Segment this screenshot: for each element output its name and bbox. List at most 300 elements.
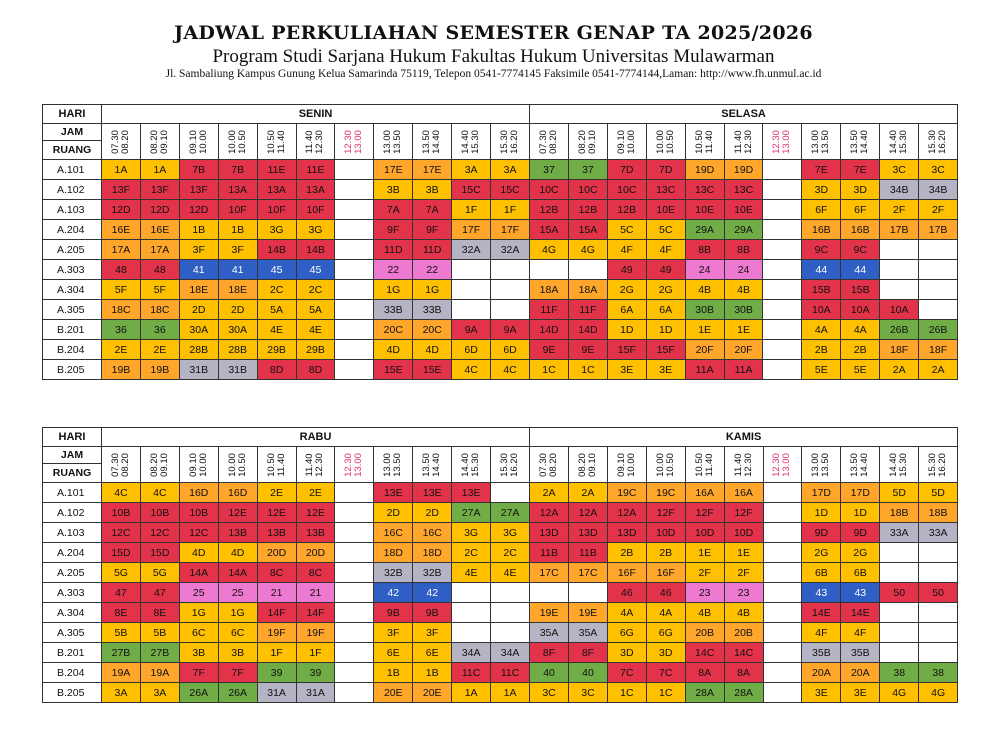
- class-cell: [763, 340, 802, 360]
- class-cell: 20F: [724, 340, 763, 360]
- class-cell: 11A: [724, 360, 763, 380]
- table-row: [43, 360, 958, 380]
- class-cell: 11B: [530, 543, 569, 563]
- time-end: 11.40: [703, 129, 715, 154]
- class-cell: [763, 643, 802, 663]
- time-start: 11.40: [732, 452, 744, 477]
- class-cell: 3G: [257, 220, 296, 240]
- time-start: 09.10: [615, 129, 627, 154]
- class-cell: 6C: [179, 623, 218, 643]
- class-cell: 10A: [880, 300, 919, 320]
- class-cell: 20B: [685, 623, 724, 643]
- class-cell: 5G: [102, 563, 141, 583]
- class-cell: [763, 543, 802, 563]
- class-cell: 48: [102, 260, 141, 280]
- time-end: 09.10: [586, 129, 598, 154]
- class-cell: 6E: [374, 643, 413, 663]
- class-cell: 47: [102, 583, 141, 603]
- class-cell: 13D: [607, 523, 646, 543]
- class-cell: 3C: [880, 160, 919, 180]
- class-cell: 4C: [102, 483, 141, 503]
- table-row: [43, 300, 958, 320]
- class-cell: 32B: [413, 563, 452, 583]
- class-cell: 14B: [257, 240, 296, 260]
- class-cell: 17D: [841, 483, 880, 503]
- class-cell: 12D: [179, 200, 218, 220]
- time-range: [850, 130, 870, 154]
- class-cell: 1E: [724, 320, 763, 340]
- room-name: A.102: [43, 503, 102, 523]
- class-cell: 7F: [218, 663, 257, 683]
- time-range: [228, 453, 248, 477]
- class-cell: 31B: [218, 360, 257, 380]
- time-end: 13.00: [353, 129, 365, 154]
- class-cell: 2B: [646, 543, 685, 563]
- jam-row: [43, 447, 958, 464]
- time-range: [189, 130, 209, 154]
- class-cell: [335, 603, 374, 623]
- class-cell: 4G: [880, 683, 919, 703]
- class-cell: 1B: [218, 220, 257, 240]
- class-cell: [335, 683, 374, 703]
- class-cell: 11A: [685, 360, 724, 380]
- class-cell: 2G: [646, 280, 685, 300]
- class-cell: [335, 663, 374, 683]
- class-cell: 9D: [802, 523, 841, 543]
- time-slot: [140, 124, 179, 160]
- time-start: 13.50: [849, 129, 861, 154]
- class-cell: 30A: [218, 320, 257, 340]
- class-cell: 29A: [685, 220, 724, 240]
- class-cell: [880, 280, 919, 300]
- class-cell: 27A: [452, 503, 491, 523]
- time-start: 10.00: [226, 129, 238, 154]
- class-cell: 44: [802, 260, 841, 280]
- class-cell: 1G: [374, 280, 413, 300]
- class-cell: 13F: [102, 180, 141, 200]
- class-cell: 4C: [491, 360, 530, 380]
- time-slot: [335, 447, 374, 483]
- class-cell: 8D: [257, 360, 296, 380]
- class-cell: 36: [140, 320, 179, 340]
- table-row: [43, 543, 958, 563]
- class-cell: 11B: [569, 543, 608, 563]
- class-cell: 45: [296, 260, 335, 280]
- class-cell: 14A: [179, 563, 218, 583]
- class-cell: 13E: [413, 483, 452, 503]
- class-cell: 12F: [685, 503, 724, 523]
- time-slot: [257, 124, 296, 160]
- class-cell: 13E: [452, 483, 491, 503]
- class-cell: 22: [413, 260, 452, 280]
- class-cell: 2G: [802, 543, 841, 563]
- class-cell: 5B: [140, 623, 179, 643]
- class-cell: 3A: [102, 683, 141, 703]
- class-cell: 43: [841, 583, 880, 603]
- class-cell: 16A: [685, 483, 724, 503]
- class-cell: 3E: [646, 360, 685, 380]
- class-cell: 10E: [646, 200, 685, 220]
- class-cell: 2G: [841, 543, 880, 563]
- class-cell: 2E: [102, 340, 141, 360]
- class-cell: 19F: [257, 623, 296, 643]
- time-range: [772, 453, 792, 477]
- class-cell: 17B: [880, 220, 919, 240]
- class-cell: [335, 643, 374, 663]
- class-cell: 8A: [724, 663, 763, 683]
- time-start: 15.30: [927, 452, 939, 477]
- class-cell: 10D: [646, 523, 685, 543]
- class-cell: [919, 260, 958, 280]
- class-cell: 34B: [880, 180, 919, 200]
- class-cell: 17F: [491, 220, 530, 240]
- time-range: [578, 130, 598, 154]
- time-slot: [179, 124, 218, 160]
- class-cell: 17F: [452, 220, 491, 240]
- class-cell: 12E: [218, 503, 257, 523]
- class-cell: [919, 240, 958, 260]
- jam-label: JAM: [43, 447, 102, 464]
- class-cell: 7E: [802, 160, 841, 180]
- class-cell: 3B: [218, 643, 257, 663]
- class-cell: 4C: [452, 360, 491, 380]
- time-range: [617, 130, 637, 154]
- time-range: [850, 453, 870, 477]
- room-name: B.205: [43, 683, 102, 703]
- class-cell: [452, 280, 491, 300]
- time-end: 16.20: [509, 452, 521, 477]
- room-name: A.102: [43, 180, 102, 200]
- class-cell: 7C: [646, 663, 685, 683]
- class-cell: [919, 280, 958, 300]
- class-cell: 17A: [102, 240, 141, 260]
- time-end: 15.30: [898, 129, 910, 154]
- time-end: 11.40: [275, 452, 287, 477]
- class-cell: 1D: [607, 320, 646, 340]
- class-cell: [335, 280, 374, 300]
- class-cell: 4E: [296, 320, 335, 340]
- class-cell: 8A: [685, 663, 724, 683]
- class-cell: 4G: [919, 683, 958, 703]
- class-cell: 5G: [140, 563, 179, 583]
- time-end: 11.40: [275, 129, 287, 154]
- time-end: 12.30: [314, 452, 326, 477]
- time-slot: [102, 447, 141, 483]
- time-range: [578, 453, 598, 477]
- room-name: B.205: [43, 360, 102, 380]
- class-cell: 5F: [102, 280, 141, 300]
- class-cell: 2A: [530, 483, 569, 503]
- class-cell: 18E: [179, 280, 218, 300]
- class-cell: [452, 623, 491, 643]
- time-range: [695, 130, 715, 154]
- class-cell: 7D: [607, 160, 646, 180]
- class-cell: 4A: [607, 603, 646, 623]
- class-cell: 33B: [374, 300, 413, 320]
- class-cell: [335, 360, 374, 380]
- time-range: [344, 453, 364, 477]
- class-cell: 10B: [179, 503, 218, 523]
- class-cell: [880, 643, 919, 663]
- class-cell: 10B: [140, 503, 179, 523]
- time-slot: [763, 124, 802, 160]
- class-cell: 12C: [140, 523, 179, 543]
- class-cell: 25: [218, 583, 257, 603]
- class-cell: 26A: [179, 683, 218, 703]
- class-cell: [763, 663, 802, 683]
- time-range: [928, 130, 948, 154]
- time-range: [267, 453, 287, 477]
- time-slot: [685, 124, 724, 160]
- jam-label: JAM: [43, 124, 102, 141]
- class-cell: 1E: [685, 320, 724, 340]
- time-slot: [140, 447, 179, 483]
- class-cell: 7A: [413, 200, 452, 220]
- class-cell: 10D: [724, 523, 763, 543]
- class-cell: [763, 260, 802, 280]
- time-slot: [685, 447, 724, 483]
- room-name: A.204: [43, 220, 102, 240]
- time-start: 13.00: [810, 452, 822, 477]
- time-slot: [646, 124, 685, 160]
- class-cell: 35A: [569, 623, 608, 643]
- time-end: 10.50: [236, 452, 248, 477]
- class-cell: 26B: [880, 320, 919, 340]
- time-end: 09.10: [158, 129, 170, 154]
- class-cell: 4G: [568, 240, 607, 260]
- class-cell: 38: [880, 663, 919, 683]
- time-slot: [919, 124, 958, 160]
- time-end: 14.40: [431, 452, 443, 477]
- class-cell: 26A: [218, 683, 257, 703]
- class-cell: 7A: [374, 200, 413, 220]
- class-cell: 12A: [530, 503, 569, 523]
- class-cell: 31A: [257, 683, 296, 703]
- time-end: 09.10: [586, 452, 598, 477]
- table-row: [43, 623, 958, 643]
- class-cell: 2E: [296, 483, 335, 503]
- table-row: [43, 340, 958, 360]
- class-cell: 3B: [413, 180, 452, 200]
- table-row: [43, 523, 958, 543]
- class-cell: 30A: [179, 320, 218, 340]
- time-start: 12.30: [343, 452, 355, 477]
- table-row: [43, 240, 958, 260]
- class-cell: 14C: [724, 643, 763, 663]
- class-cell: 4C: [140, 483, 179, 503]
- table-row: [43, 220, 958, 240]
- time-slot: [607, 124, 646, 160]
- class-cell: 16C: [374, 523, 413, 543]
- time-start: 13.50: [421, 129, 433, 154]
- class-cell: 2C: [296, 280, 335, 300]
- class-cell: [335, 623, 374, 643]
- class-cell: 2F: [685, 563, 724, 583]
- class-cell: 46: [646, 583, 685, 603]
- class-cell: 8D: [296, 360, 335, 380]
- class-cell: 3F: [179, 240, 218, 260]
- class-cell: 13C: [646, 180, 685, 200]
- class-cell: 19D: [685, 160, 724, 180]
- class-cell: 12C: [102, 523, 141, 543]
- time-end: 13.50: [392, 452, 404, 477]
- class-cell: 10E: [724, 200, 763, 220]
- class-cell: 5C: [646, 220, 685, 240]
- time-end: 10.00: [197, 452, 209, 477]
- class-cell: 6D: [491, 340, 530, 360]
- class-cell: 3E: [802, 683, 841, 703]
- class-cell: [530, 583, 569, 603]
- class-cell: 2B: [841, 340, 880, 360]
- class-cell: 1G: [413, 280, 452, 300]
- class-cell: 11D: [374, 240, 413, 260]
- class-cell: [763, 220, 802, 240]
- class-cell: 15C: [491, 180, 530, 200]
- class-cell: 31A: [296, 683, 335, 703]
- class-cell: 27B: [140, 643, 179, 663]
- room-name: B.204: [43, 340, 102, 360]
- time-slot: [257, 447, 296, 483]
- class-cell: 4F: [841, 623, 880, 643]
- class-cell: 15B: [841, 280, 880, 300]
- class-cell: 11E: [296, 160, 335, 180]
- class-cell: 18C: [102, 300, 141, 320]
- time-end: 15.30: [898, 452, 910, 477]
- time-end: 10.50: [664, 452, 676, 477]
- class-cell: [491, 623, 530, 643]
- class-cell: 10A: [841, 300, 880, 320]
- table-row: [43, 563, 958, 583]
- time-end: 13.50: [820, 129, 832, 154]
- class-cell: 3A: [491, 160, 530, 180]
- class-cell: 12B: [568, 200, 607, 220]
- schedule-table-senin-selasa: [42, 104, 958, 380]
- class-cell: 49: [646, 260, 685, 280]
- schedule-table-rabu-kamis: [42, 427, 958, 703]
- class-cell: 8C: [296, 563, 335, 583]
- class-cell: 16F: [607, 563, 646, 583]
- time-range: [150, 130, 170, 154]
- day-name-selasa: SELASA: [530, 105, 958, 124]
- class-cell: 32B: [374, 563, 413, 583]
- time-range: [811, 130, 831, 154]
- class-cell: 20A: [802, 663, 841, 683]
- time-start: 15.30: [927, 129, 939, 154]
- class-cell: [491, 483, 530, 503]
- class-cell: 8E: [140, 603, 179, 623]
- time-start: 13.00: [810, 129, 822, 154]
- class-cell: 23: [724, 583, 763, 603]
- class-cell: [763, 240, 802, 260]
- class-cell: [880, 563, 919, 583]
- time-slot: [841, 124, 880, 160]
- class-cell: 19E: [530, 603, 569, 623]
- class-cell: 30B: [685, 300, 724, 320]
- time-range: [811, 453, 831, 477]
- class-cell: 1G: [218, 603, 257, 623]
- day-header-row: [43, 105, 958, 124]
- class-cell: 16B: [841, 220, 880, 240]
- class-cell: 39: [257, 663, 296, 683]
- class-cell: 18F: [880, 340, 919, 360]
- class-cell: [569, 583, 608, 603]
- class-cell: 28A: [724, 683, 763, 703]
- class-cell: 3E: [841, 683, 880, 703]
- time-slot: [218, 124, 257, 160]
- class-cell: 5F: [140, 280, 179, 300]
- class-cell: 35B: [841, 643, 880, 663]
- class-cell: 15F: [607, 340, 646, 360]
- class-cell: [880, 603, 919, 623]
- class-cell: 19C: [607, 483, 646, 503]
- time-slot: [452, 447, 491, 483]
- room-name: A.101: [43, 483, 102, 503]
- class-cell: 9E: [568, 340, 607, 360]
- class-cell: 6A: [607, 300, 646, 320]
- class-cell: 15D: [140, 543, 179, 563]
- class-cell: 15A: [568, 220, 607, 240]
- class-cell: 3D: [607, 643, 646, 663]
- class-cell: 13A: [218, 180, 257, 200]
- class-cell: 13F: [179, 180, 218, 200]
- class-cell: 17B: [919, 220, 958, 240]
- class-cell: 50: [919, 583, 958, 603]
- time-slot: [530, 447, 569, 483]
- time-slot: [218, 447, 257, 483]
- class-cell: 19C: [646, 483, 685, 503]
- time-slot: [568, 124, 607, 160]
- class-cell: 20F: [685, 340, 724, 360]
- time-start: 09.10: [615, 452, 627, 477]
- class-cell: 2C: [452, 543, 491, 563]
- time-slot: [413, 124, 452, 160]
- class-cell: 33B: [413, 300, 452, 320]
- class-cell: 17D: [802, 483, 841, 503]
- class-cell: 15D: [102, 543, 141, 563]
- class-cell: 9E: [530, 340, 569, 360]
- class-cell: 1D: [802, 503, 841, 523]
- class-cell: [335, 320, 374, 340]
- time-start: 12.30: [771, 129, 783, 154]
- class-cell: 6C: [218, 623, 257, 643]
- class-cell: [763, 583, 802, 603]
- class-cell: 10F: [296, 200, 335, 220]
- class-cell: 4B: [724, 280, 763, 300]
- class-cell: 5A: [296, 300, 335, 320]
- class-cell: 3D: [841, 180, 880, 200]
- class-cell: 8B: [685, 240, 724, 260]
- class-cell: 19F: [296, 623, 335, 643]
- class-cell: 21: [257, 583, 296, 603]
- class-cell: 14E: [802, 603, 841, 623]
- class-cell: 47: [140, 583, 179, 603]
- class-cell: 2D: [413, 503, 452, 523]
- class-cell: 4B: [685, 603, 724, 623]
- time-slot: [530, 124, 569, 160]
- time-start: 12.30: [771, 452, 783, 477]
- class-cell: [335, 200, 374, 220]
- class-cell: 15E: [413, 360, 452, 380]
- class-cell: [919, 623, 958, 643]
- room-name: A.205: [43, 563, 102, 583]
- class-cell: 3F: [374, 623, 413, 643]
- time-range: [500, 130, 520, 154]
- class-cell: [763, 180, 802, 200]
- time-range: [305, 453, 325, 477]
- class-cell: 17E: [374, 160, 413, 180]
- class-cell: 4D: [374, 340, 413, 360]
- class-cell: 9F: [413, 220, 452, 240]
